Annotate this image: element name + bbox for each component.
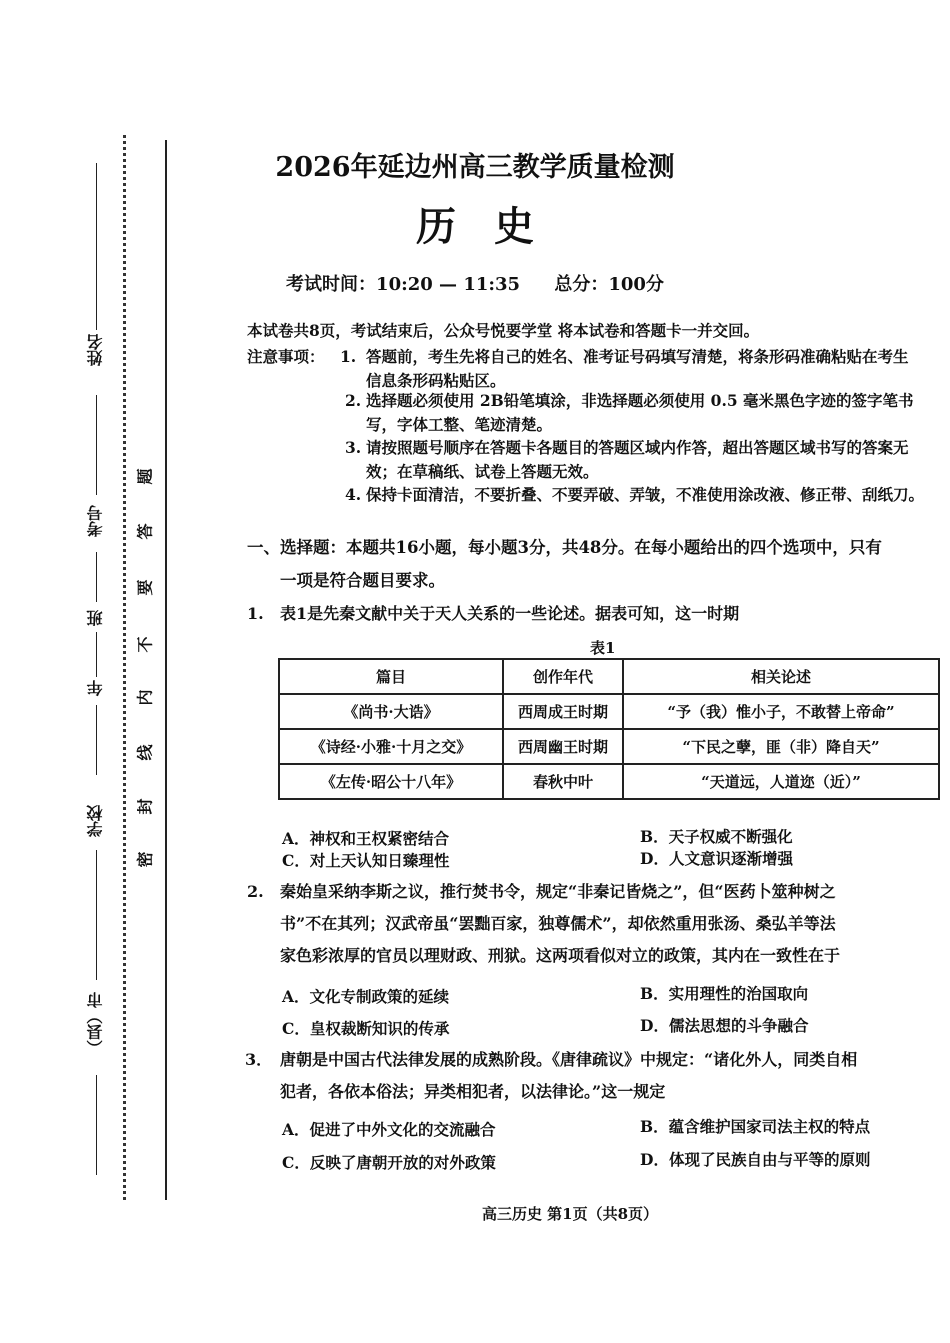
q3-number: 3．: [245, 1050, 273, 1069]
grade-label: 年: [86, 680, 105, 696]
q1-table: [278, 658, 940, 800]
notice-item-num: 2.: [345, 391, 362, 410]
q1-option-d: D．人文意识逐渐增强: [640, 849, 793, 868]
name-label: 姓名: [86, 334, 105, 366]
q3-option-d: D．体现了民族自由与平等的原则: [640, 1150, 871, 1169]
class-label: 班: [86, 610, 105, 626]
seal-char: 内: [135, 689, 155, 706]
q3-option-c: C．反映了唐朝开放的对外政策: [282, 1153, 496, 1172]
section-heading-cont: 一项是符合题目要求。: [280, 571, 445, 590]
q2-option-c: C．皇权裁断知识的传承: [282, 1019, 450, 1038]
q1-option-c: C．对上天认知日臻理性: [282, 851, 450, 870]
table-cell: 西周幽王时期: [503, 729, 623, 764]
table-header-cell: 相关论述: [623, 659, 939, 694]
notice-item-text: 请按照题号顺序在答题卡各题目的答题区域内作答，超出答题区域书写的答案无 效；在草稿纸、试卷上答题无效。: [366, 438, 909, 481]
table-row: [279, 694, 939, 729]
page-footer: 高三历史 第1页（共8页）: [481, 1205, 659, 1223]
table-header-row: [279, 659, 939, 694]
table-cell: 《诗经·小雅·十月之交》: [279, 729, 503, 764]
notice-item-num: 1.: [340, 347, 357, 366]
notice-item-text: 答题前，考生先将自己的姓名、准考证号码填写清楚，将条形码准确粘贴在考生 信息条形码粘贴区。: [366, 347, 909, 390]
seal-char: 封: [135, 798, 155, 815]
seal-char: 密: [135, 851, 155, 868]
q2-option-b: B．实用理性的治国取向: [640, 984, 809, 1003]
q1-option-b: B．天子权威不断强化: [640, 827, 793, 846]
school-label: 学校: [86, 805, 105, 837]
table-cell: “天道远，人道迩（近）”: [623, 764, 939, 799]
table-header-cell: 篇目: [279, 659, 503, 694]
subject-title: 历史: [416, 203, 572, 250]
exam-time: 考试时间：10:20 — 11:35: [286, 274, 521, 295]
q3-stem: 唐朝是中国古代法律发展的成熟阶段。《唐律疏议》中规定：“诸化外人，同类自相 犯者，各依本俗法；异类相犯者，以法律论。”这一规定: [280, 1050, 858, 1101]
seal-char: 要: [135, 579, 155, 596]
city-blank: [96, 1075, 97, 1175]
grade-blank: [96, 632, 97, 677]
seal-char: 答: [135, 523, 155, 540]
q2-stem: 秦始皇采纳李斯之议，推行焚书令，规定“非秦记皆烧之”，但“医药卜筮种树之 书”不在其列；汉武帝虽“罢黜百家，独尊儒术”，却依然重用张汤、桑弘羊等法 家色彩浓厚的官员以理财政、刑狱。这两项看似对立的政策，其内在一致性在于: [280, 882, 841, 965]
grade-blank-2: [96, 705, 97, 775]
class-blank: [96, 552, 97, 602]
q2-option-a: A．文化专制政策的延续: [282, 987, 450, 1006]
q2-option-d: D．儒法思想的斗争融合: [640, 1016, 809, 1035]
q1-table-caption: 表1: [590, 639, 616, 657]
exam-no-label: 考号: [86, 505, 105, 537]
q3-option-b: B．蕴含维护国家司法主权的特点: [640, 1117, 871, 1136]
notice-item-text: 保持卡面清洁，不要折叠、不要弄破、弄皱，不准使用涂改液、修正带、刮纸刀。: [366, 485, 925, 504]
instructions-intro: 本试卷共8页，考试结束后，公众号悦要学堂 将本试卷和答题卡一并交回。: [247, 321, 760, 340]
q1-stem: 表1是先秦文献中关于天人关系的一些论述。据表可知，这一时期: [280, 604, 740, 623]
q3-option-a: A．促进了中外文化的交流融合: [282, 1120, 496, 1139]
table-cell: 《尚书·大诰》: [279, 694, 503, 729]
q1-number: 1.: [247, 604, 264, 623]
city-label: （县）市: [86, 992, 105, 1056]
q2-number: 2.: [247, 882, 264, 901]
exam-title: 2026年延边州高三教学质量检测: [275, 152, 675, 183]
table-row: [279, 729, 939, 764]
binding-line: [165, 140, 167, 1200]
table-cell: 西周成王时期: [503, 694, 623, 729]
school-blank: [96, 850, 97, 980]
total-score: 总分：100分: [554, 274, 664, 295]
table-cell: 《左传·昭公十八年》: [279, 764, 503, 799]
seal-char: 不: [135, 636, 155, 653]
seal-char: 线: [135, 744, 155, 761]
exam-no-blank: [96, 395, 97, 495]
table-cell: 春秋中叶: [503, 764, 623, 799]
seal-char: 题: [135, 468, 155, 485]
table-header-cell: 创作年代: [503, 659, 623, 694]
notice-item-num: 4.: [345, 485, 362, 504]
table-cell: “下民之孽，匪（非）降自天”: [623, 729, 939, 764]
table-cell: “予（我）惟小子，不敢替上帝命”: [623, 694, 939, 729]
section-heading: 一、选择题：本题共16小题，每小题3分，共48分。在每小题给出的四个选项中，只有: [247, 538, 882, 557]
notice-item-text: 选择题必须使用 2B铅笔填涂，非选择题必须使用 0.5 毫米黑色字迹的签字笔书 写，字体工整、笔迹清楚。: [366, 391, 914, 434]
table-row: [279, 764, 939, 799]
notice-label: 注意事项：: [247, 347, 325, 366]
exam-info: [0, 270, 950, 296]
notice-item-num: 3.: [345, 438, 362, 457]
q1-option-a: A．神权和王权紧密结合: [282, 829, 450, 848]
